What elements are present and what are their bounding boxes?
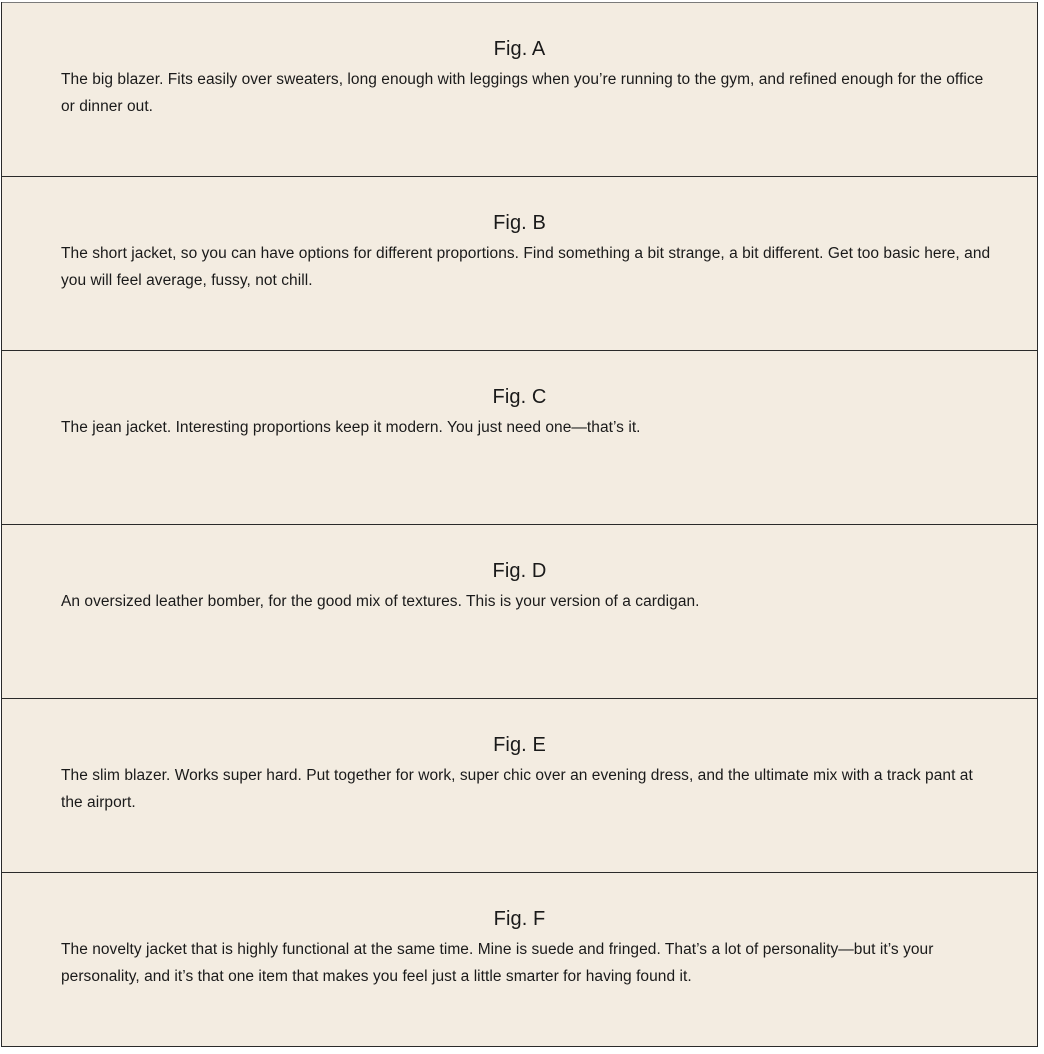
figure-card-d — [2, 524, 1037, 698]
figure-description: The slim blazer. Works super hard. Put together for work, super chic over an evening dress, and the ultimate mix with a track pant at the airport. — [61, 767, 973, 811]
figure-card-b — [2, 176, 1037, 350]
figure-card-a — [2, 2, 1037, 176]
figure-description: The short jacket, so you can have options for different proportions. Find something a bit strange, a bit different. Get too basic here, and you will feel average, fussy, not chill. — [61, 245, 991, 289]
figure-title: Fig. D — [492, 560, 547, 582]
figure-title: Fig. F — [493, 908, 546, 930]
figure-title: Fig. C — [492, 386, 547, 408]
figure-list — [1, 2, 1038, 1047]
figure-description: An oversized leather bomber, for the good mix of textures. This is your version of a cardigan. — [61, 593, 700, 610]
figure-description: The novelty jacket that is highly functional at the same time. Mine is suede and fringed. That’s a lot of personality—but it’s your personality, and it’s that one item that makes you feel just a little smarter for having found it. — [61, 941, 934, 985]
figure-card-f — [2, 872, 1037, 1047]
figure-title: Fig. A — [493, 38, 546, 60]
figure-description: The jean jacket. Interesting proportions keep it modern. You just need one—that’s it. — [61, 419, 641, 436]
figure-description: The big blazer. Fits easily over sweaters, long enough with leggings when you’re running to the gym, and refined enough for the office or dinner out. — [61, 71, 984, 115]
figure-card-c — [2, 350, 1037, 524]
figure-title: Fig. B — [493, 212, 546, 234]
figure-card-e — [2, 698, 1037, 872]
figure-title: Fig. E — [493, 734, 546, 756]
